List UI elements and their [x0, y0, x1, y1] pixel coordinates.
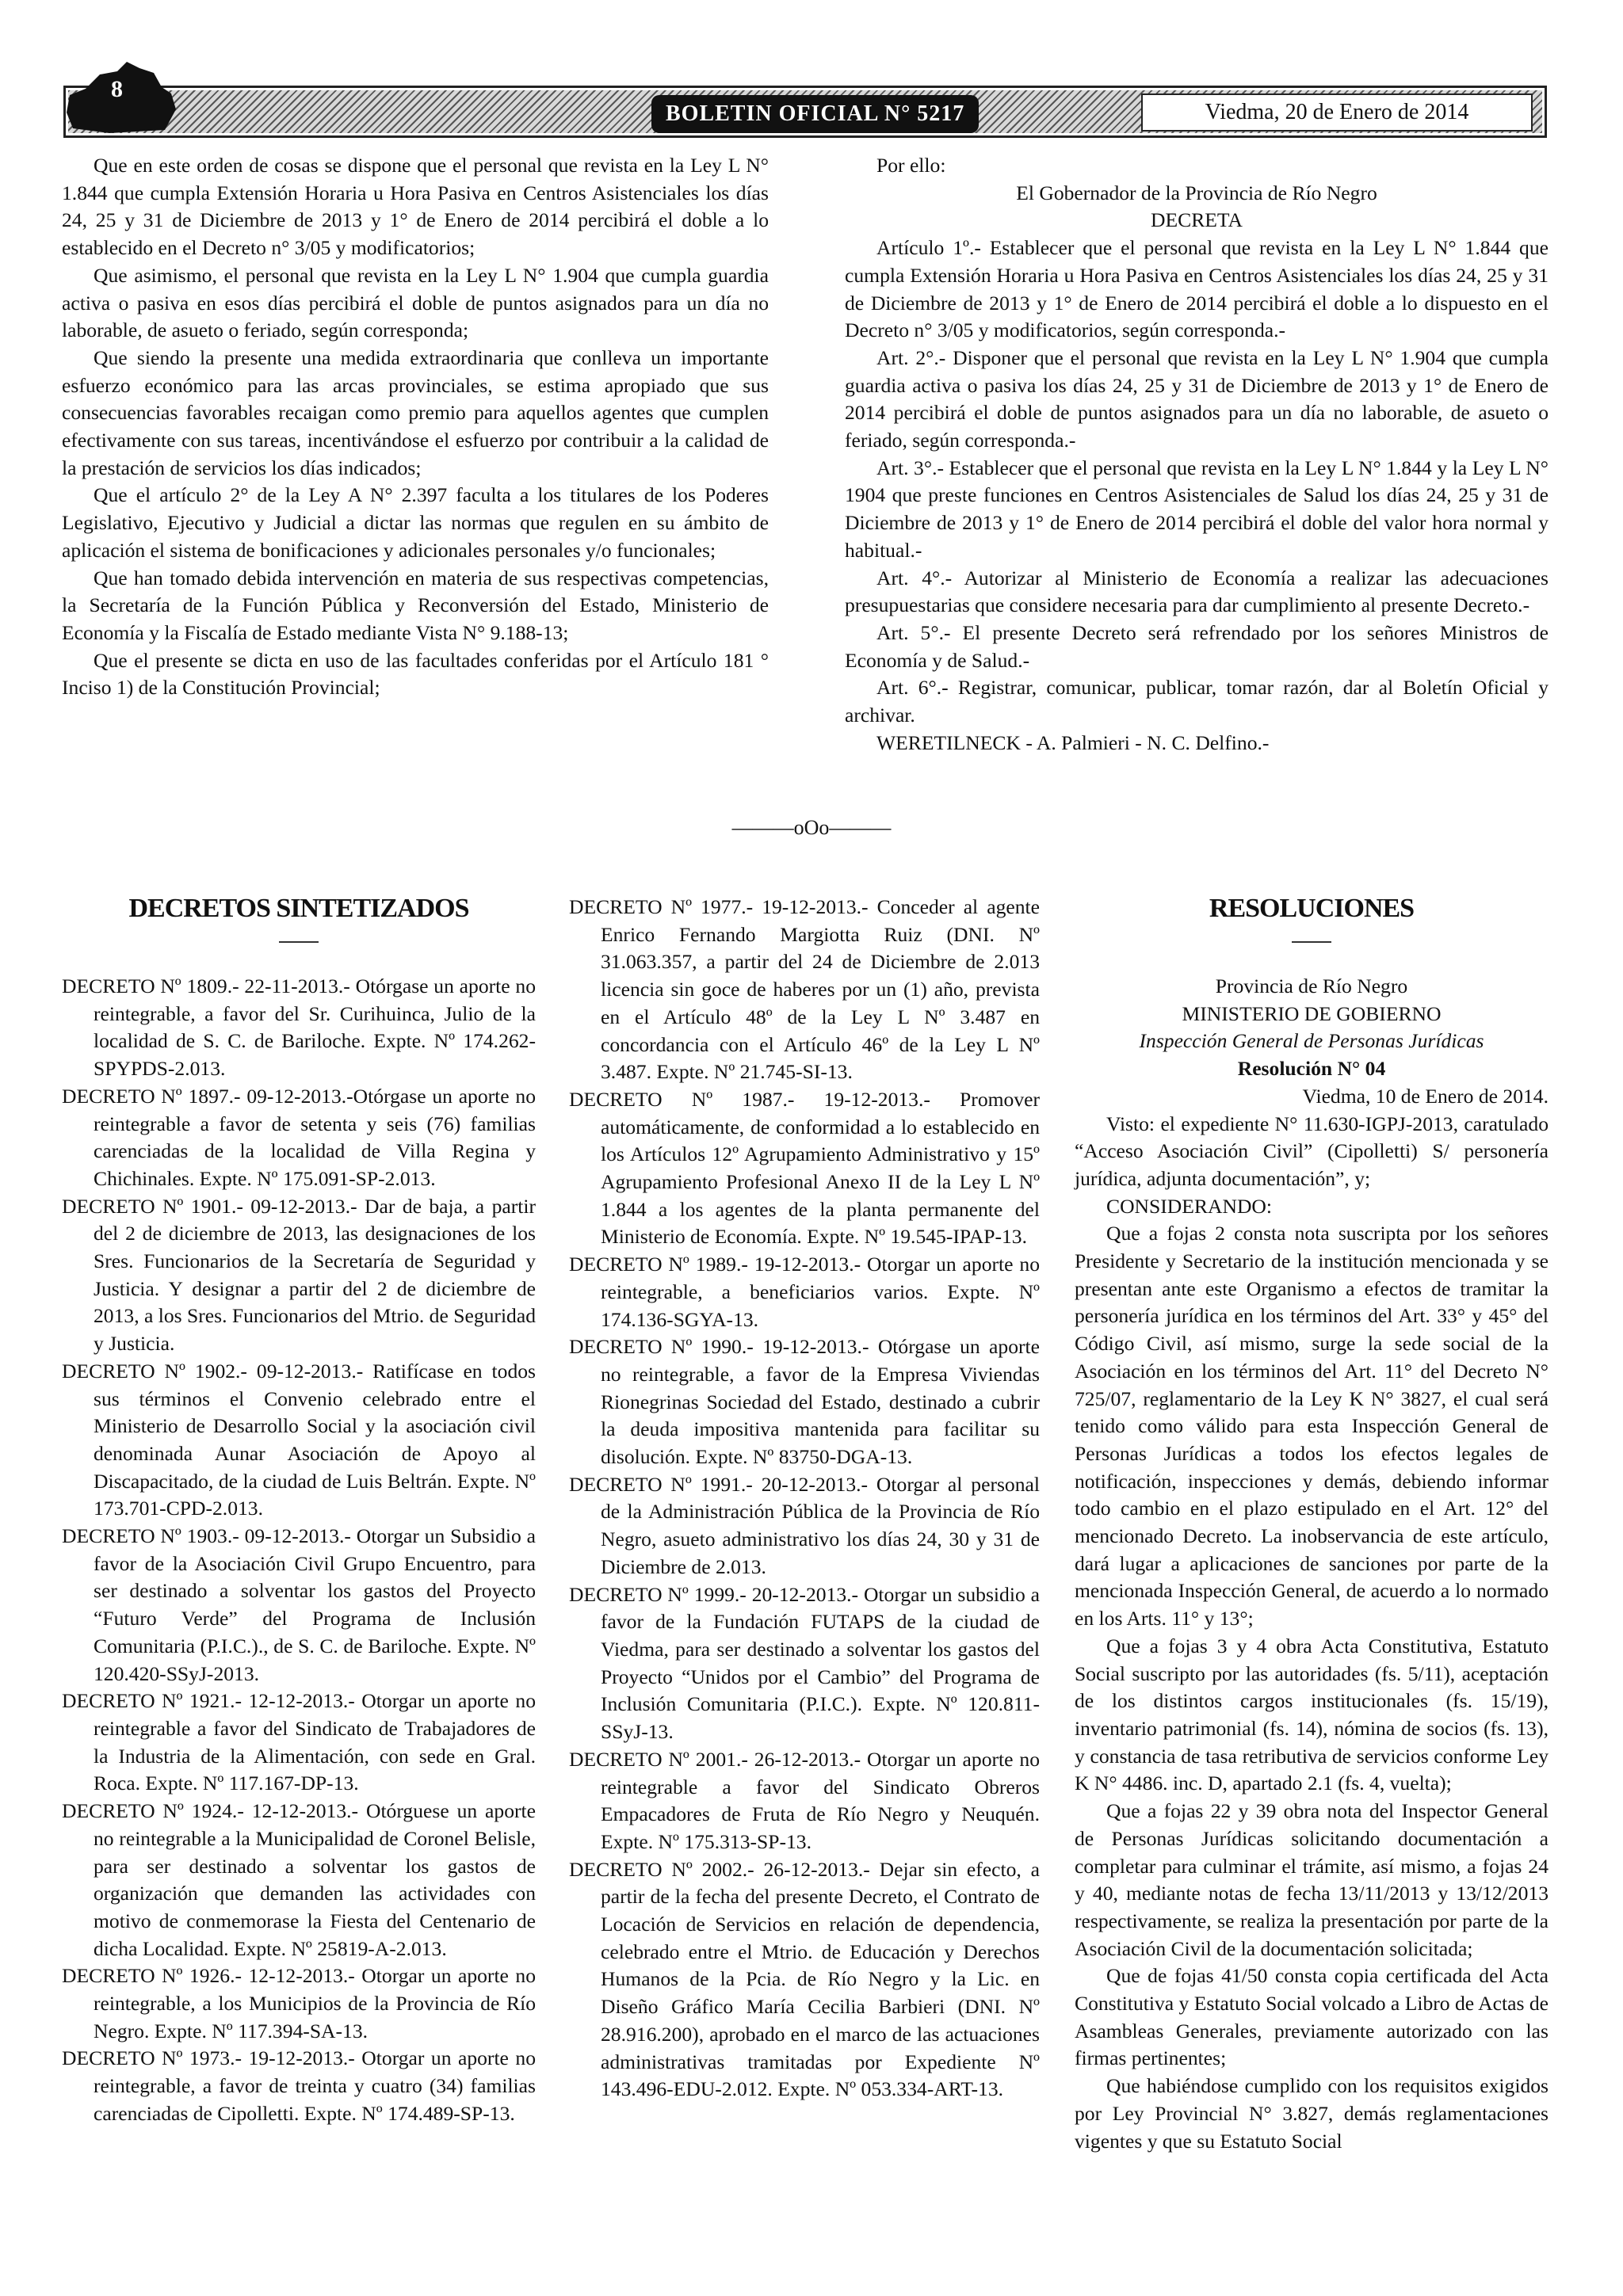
decreto-item: DECRETO Nº 2002.- 26-12-2013.- Dejar sin efecto, a partir de la fecha del presente Decreto, el Contrato de Locación de Servicios en relación de dependencia, celebrado entre el Mtrio. de Educación y Derechos Humanos de la Pcia. de Río Negro y la Lic. en Diseño Gráfico María Cecilia Barbieri (DNI. Nº 28.916.200), aprobado en el marco de las actuaciones administrativas tramitadas por Expediente Nº 143.496-EDU-2.012. Expte. Nº 053.334-ART-13. — [569, 1857, 1040, 2101]
paragraph: Que a fojas 2 consta nota suscripta por los señores Presidente y Secretario de la institución mencionada y se presentan ante este Organismo a efectos de tramitar la personería jurídica en los términos del Art. 33° y 45° del Código Civil, así mismo, surge la sede social de la Asociación en los términos del Art. 11° del Decreto N° 725/07, reglamentario de la Ley K N° 3827, el cual será tenido como válido para esta Inspección General de Personas Jurídicas a todos los efectos legales de notificación, inspecciones y demás, debiendo informar todo cambio en el plazo estipulado en el Art. 12° del mencionado Decreto. La inobservancia de este artículo, dará lugar a aplicaciones de sanciones por parte de la mencionada Inspección General, de acuerdo a lo normado en los Arts. 11° y 13°; — [1075, 1222, 1549, 1630]
decreto-item: DECRETO Nº 1897.- 09-12-2013.-Otórgase un aporte no reintegrable a favor de setenta y seis (76) familias carenciadas de la localidad de Villa Regina y Chichinales. Expte. Nº 175.091-SP-2.013. — [62, 1084, 536, 1190]
resolucion-column — [1075, 973, 1549, 2155]
ministry-line: MINISTERIO DE GOBIERNO — [1182, 1001, 1442, 1025]
decretos-title: DECRETOS SINTETIZADOS — [128, 894, 469, 923]
decreta-heading: DECRETA — [1151, 208, 1243, 232]
decreto-item: DECRETO Nº 1973.- 19-12-2013.- Otorgar un aporte no reintegrable, a favor de treinta y cuatro (34) familias carenciadas de Cipolletti. Expte. Nº 174.489-SP-13. — [62, 2046, 536, 2125]
resoluciones-title: RESOLUCIONES — [1209, 894, 1415, 923]
decretos-column-1 — [62, 973, 536, 2128]
decreto-item: DECRETO Nº 1921.- 12-12-2013.- Otorgar un aporte no reintegrable a favor del Sindicato de Trabajadores de la Industria de la Alimentación, con sede en Gral. Roca. Expte. Nº 117.167-DP-13. — [62, 1689, 536, 1795]
page-number: 8 — [111, 76, 123, 102]
visto: Visto: el expediente N° 11.630-IGPJ-2013, caratulado “Acceso Asociación Civil” (Cipolletti) S/ personería jurídica, adjunta documentación”, y; — [1075, 1112, 1549, 1190]
paragraph: Que el presente se dicta en uso de las facultades conferidas por el Artículo 181 ° Inciso 1) de la Constitución Provincial; — [62, 648, 769, 700]
governor-line: El Gobernador de la Provincia de Río Negro — [1016, 181, 1377, 204]
header-date: Viedma, 20 de Enero de 2014 — [1141, 93, 1533, 132]
signatures: WERETILNECK - A. Palmieri - N. C. Delfino.- — [876, 730, 1270, 754]
paragraph: Que habiéndose cumplido con los requisitos exigidos por Ley Provincial N° 3.827, demás reglamentaciones vigentes y que su Estatuto Social — [1075, 2074, 1549, 2153]
paragraph: Que de fojas 41/50 consta copia certificada del Acta Constitutiva y Estatuto Social volcado a Libro de Actas de Asambleas Generales, previamente autorizado con las firmas pertinentes; — [1075, 1964, 1549, 2070]
decreto-item: DECRETO Nº 1902.- 09-12-2013.- Ratifícase en todos sus términos el Convenio celebrado entre el Ministerio de Desarrollo Social y la asociación civil denominada Aunar Asociación de Apoyo al Discapacitado, de la ciudad de Luis Beltrán. Expte. Nº 173.701-CPD-2.013. — [62, 1359, 536, 1520]
section-separator: ———oOo——— — [731, 816, 892, 839]
resolution-number: Resolución N° 04 — [1237, 1057, 1386, 1081]
decreta-column — [845, 152, 1549, 757]
title-rule — [279, 941, 319, 943]
decreto-item: DECRETO Nº 1999.- 20-12-2013.- Otorgar un subsidio a favor de la Fundación FUTAPS de la ciudad de Viedma, para ser destinado a solventar los gastos del Proyecto “Unidos por el Cambio” del Programa de Inclusión Comunitaria (P.I.C.). Expte. Nº 120.811-SSyJ-13. — [569, 1582, 1040, 1744]
decreto-item: DECRETO Nº 1990.- 19-12-2013.- Otórgase un aporte no reintegrable, a favor de la Empresa Viviendas Rionegrinas Sociedad del Estado, destinado a cubrir la deuda impositiva mantenida para facilitar su disolución. Expte. Nº 83750-DGA-13. — [569, 1335, 1040, 1469]
article: Art. 3°.- Establecer que el personal que revista en la Ley L N° 1.844 y la Ley L N° 1904 que preste funciones en Centros Asistenciales de Salud los días 24, 25 y 31 de Diciembre de 2013 y 1° de Enero de 2014 percibirá el doble del valor hora normal y habitual.- — [845, 456, 1549, 562]
article: Art. 2°.- Disponer que el personal que revista en la Ley L N° 1.904 que cumpla guardia activa o pasiva los días 24, 25 y 31 de Diciembre de 2013 y 1° de Enero de 2014 percibirá el doble de puntos asignados para un día no laborable, de asueto o feriado, según corresponda.- — [845, 345, 1549, 452]
province-line: Provincia de Río Negro — [1215, 974, 1408, 997]
article: Art. 4°.- Autorizar al Ministerio de Economía a realizar las adecuaciones presupuestarias que considere necesaria para dar cumplimiento al presente Decreto.- — [845, 566, 1549, 617]
decreto-item: DECRETO Nº 1903.- 09-12-2013.- Otorgar un Subsidio a favor de la Asociación Civil Grupo Encuentro, para ser destinado a solventar los gastos del Proyecto “Futuro Verde” del Programa de Inclusión Comunitaria (P.I.C.)., de S. C. de Bariloche. Expte. Nº 120.420-SSyJ-2013. — [62, 1524, 536, 1685]
decreto-item: DECRETO Nº 1809.- 22-11-2013.- Otórgase un aporte no reintegrable, a favor del Sr. Curihuinca, Julio de la localidad de S. C. de Bariloche. Expte. Nº 174.262-SPYPDS-2.013. — [62, 974, 536, 1081]
decreto-item: DECRETO Nº 1901.- 09-12-2013.- Dar de baja, a partir del 2 de diciembre de 2013, las designaciones de los Sres. Funcionarios de la Secretaría de Seguridad y Justicia. Y designar a partir del 2 de diciembre de 2013, a los Sres. Funcionarios del Mtrio. de Seguridad y Justicia. — [62, 1194, 537, 1356]
resolution-date: Viedma, 10 de Enero de 2014. — [1302, 1084, 1549, 1108]
article: Art. 6°.- Registrar, comunicar, publicar, tomar razón, dar al Boletín Oficial y archivar. — [845, 676, 1549, 727]
decreto-item: DECRETO Nº 2001.- 26-12-2013.- Otorgar un aporte no reintegrable a favor del Sindicato Obreros Empacadores de Fruta de Río Negro y Neuquén. Expte. Nº 175.313-SP-13. — [569, 1747, 1040, 1853]
decreto-item: DECRETO Nº 1924.- 12-12-2013.- Otórguese un aporte no reintegrable a la Municipalidad de Coronel Belisle, para ser destinado a solventar los gastos de organización que demanden las actividades con motivo de conmemorase la Fiesta del Centenario de dicha Localidad. Expte. Nº 25819-A-2.013. — [62, 1799, 536, 1960]
paragraph: Que asimismo, el personal que revista en la Ley L N° 1.904 que cumpla guardia activa o pasiva en esos días percibirá el doble de puntos asignados para un día no laborable, de asueto o feriado, según corresponda; — [62, 263, 769, 342]
decretos-column-2 — [569, 894, 1040, 2103]
title-rule — [1292, 941, 1331, 943]
paragraph: Que a fojas 22 y 39 obra nota del Inspector General de Personas Jurídicas solicitando documentación a completar para culminar el trámite, así mismo, a fojas 24 y 40, mediante notas de fecha 13/11/2013 y 13/12/2013 respectivamente, se realiza la presentación por parte de la Asociación Civil de la documentación solicitada; — [1075, 1799, 1549, 1960]
inspection-line: Inspección General de Personas Jurídicas — [1139, 1029, 1484, 1053]
paragraph: Que el artículo 2° de la Ley A N° 2.397 faculta a los titulares de los Poderes Legislativo, Ejecutivo y Judicial a dictar las normas que regulen en su ámbito de aplicación el sistema de bonificaciones y adicionales personales y/o funcionales; — [62, 483, 769, 562]
article: Art. 5°.- El presente Decreto será refrendado por los señores Ministros de Economía y de Salud.- — [845, 620, 1549, 672]
paragraph: Que siendo la presente una medida extraordinaria que conlleva un importante esfuerzo económico para las arcas provinciales, se estima apropiado que sus consecuencias favorables recaigan como premio para aquellos agentes que cumplen efectivamente con sus tareas, incentivándose el esfuerzo por contribuir a la calidad de la prestación de servicios los días indicados; — [62, 345, 769, 479]
decreto-item: DECRETO Nº 1987.- 19-12-2013.- Promover automáticamente, de conformidad a lo establecido en los Artículos 12º Agrupamiento Administrativo y 15º Agrupamiento Profesional Anexo II de la Ley L Nº 1.844 a los agentes de la planta permanente del Ministerio de Economía. Expte. Nº 19.545-IPAP-13. — [569, 1087, 1040, 1249]
paragraph: Que han tomado debida intervención en materia de sus respectivas competencias, la Secretaría de la Función Pública y Reconversión del Estado, Ministerio de Economía y la Fiscalía de Estado mediante Vista N° 9.188-13; — [62, 566, 769, 644]
decreto-item: DECRETO Nº 1977.- 19-12-2013.- Conceder al agente Enrico Fernando Margiotta Ruiz (DNI. Nº 31.063.357, a partir del 24 de Diciembre de 2.013 licencia sin goce de haberes por un (1) año, prevista en el Artículo 48º de la Ley L Nº 3.487 en concordancia con el Artículo 46º de la Ley L Nº 3.487. Expte. Nº 21.745-SI-13. — [569, 895, 1040, 1084]
paragraph: Que en este orden de cosas se dispone que el personal que revista en la Ley L N° 1.844 que cumpla Extensión Horaria u Hora Pasiva en Centros Asistenciales los días 24, 25 y 31 de Diciembre de 2013 y 1° de Enero de 2014 percibirá el doble a lo establecido en el Decreto n° 3/05 y modificatorios; — [62, 154, 769, 260]
bulletin-title: BOLETIN OFICIAL N° 5217 — [651, 95, 979, 133]
paragraph: Que a fojas 3 y 4 obra Acta Constitutiva, Estatuto Social suscripto por las autoridades (fs. 5/11), aceptación de los distintos cargos institucionales (fs. 15/19), inventario patrimonial (fs. 14), nómina de socios (fs. 13), y constancia de tasa retributiva de servicios conforme Ley K N° 4486. inc. D, apartado 2.1 (fs. 4, vuelta); — [1075, 1634, 1549, 1795]
decreto-item: DECRETO Nº 1991.- 20-12-2013.- Otorgar al personal de la Administración Pública de la Provincia de Río Negro, asueto administrativo los días 24, 30 y 31 de Diciembre de 2.013. — [569, 1472, 1040, 1578]
considerandos-column — [62, 152, 769, 702]
por-ello: Por ello: — [876, 154, 946, 177]
article: Artículo 1º.- Establecer que el personal que revista en la Ley L N° 1.844 que cumpla Extensión Horaria u Hora Pasiva en Centros Asistenciales los días 24, 25 y 31 de Diciembre de 2013 y 1° de Enero de 2014 percibirá el doble a lo dispuesto en el Decreto n° 3/05 y modificatorios, según corresponda.- — [845, 236, 1549, 342]
considerando-heading: CONSIDERANDO: — [1106, 1194, 1273, 1218]
decreto-item: DECRETO Nº 1926.- 12-12-2013.- Otorgar un aporte no reintegrable, a los Municipios de la Provincia de Río Negro. Expte. Nº 117.394-SA-13. — [62, 1964, 536, 2042]
decreto-item: DECRETO Nº 1989.- 19-12-2013.- Otorgar un aporte no reintegrable, a beneficiarios varios. Expte. Nº 174.136-SGYA-13. — [569, 1253, 1040, 1331]
